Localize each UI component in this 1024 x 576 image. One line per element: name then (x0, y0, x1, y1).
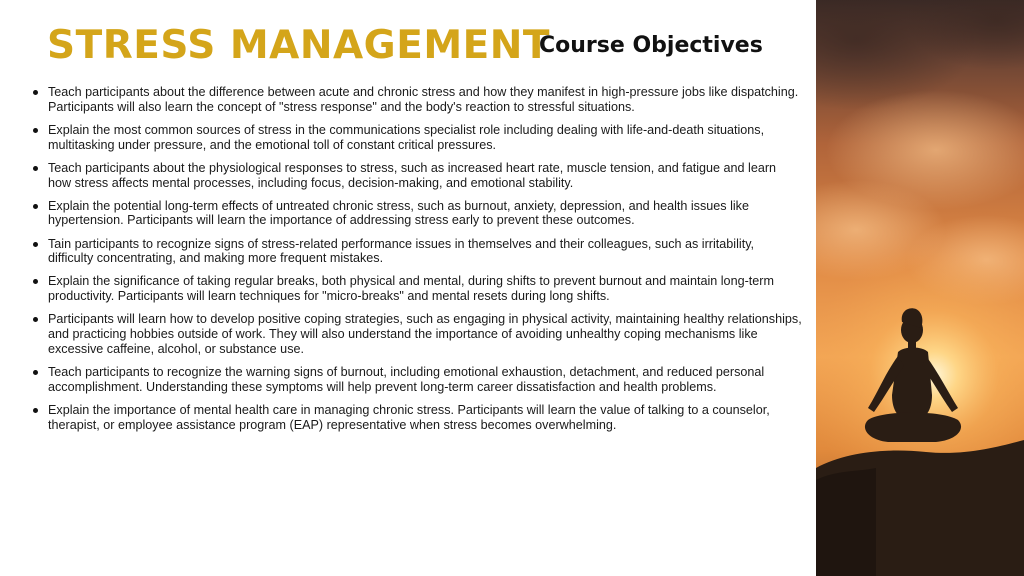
meditation-photo (816, 0, 1024, 576)
objective-item: Teach participants about the difference between acute and chronic stress and how they manifest in high-pressure jobs like dispatching. Participants will also learn the concept of "stress response" and the body's reaction to stressful situations. (30, 85, 802, 115)
objective-item: Teach participants to recognize the warning signs of burnout, including emotional exhaustion, detachment, and reduced personal accomplishment. Understanding these symptoms will help prevent long-term career dissatisfaction and health problems. (30, 365, 802, 395)
objective-item: Participants will learn how to develop positive coping strategies, such as engaging in physical activity, maintaining healthy relationships, and practicing hobbies outside of work. They will also understand the importance of avoiding unhealthy coping mechanisms like excessive caffeine, alcohol, or substance use. (30, 312, 802, 356)
objective-item: Explain the potential long-term effects of untreated chronic stress, such as burnout, anxiety, depression, and health issues like hypertension. Participants will learn the importance of addressing stress early to prevent these outcomes. (30, 199, 802, 229)
objective-item: Tain participants to recognize signs of stress-related performance issues in themselves and their colleagues, such as irritability, difficulty concentrating, and making more frequent mistakes. (30, 237, 802, 267)
page-subtitle: Course Objectives (539, 33, 763, 58)
meditation-photo-graphic (816, 0, 1024, 576)
page-title: STRESS MANAGEMENT (47, 23, 551, 68)
objectives-list (30, 85, 802, 441)
objective-item: Teach participants about the physiological responses to stress, such as increased heart rate, muscle tension, and fatigue and learn how stress affects mental processes, including focus, decision-making, and emotional stability. (30, 161, 802, 191)
objective-item: Explain the most common sources of stress in the communications specialist role including dealing with life-and-death situations, multitasking under pressure, and the emotional toll of constant critical pressures. (30, 123, 802, 153)
objective-item: Explain the significance of taking regular breaks, both physical and mental, during shifts to prevent burnout and maintain long-term productivity. Participants will learn techniques for "micro-breaks" and mental resets during long shifts. (30, 274, 802, 304)
objective-item: Explain the importance of mental health care in managing chronic stress. Participants will learn the value of talking to a counselor, therapist, or employee assistance program (EAP) representative when stress becomes overwhelming. (30, 403, 802, 433)
